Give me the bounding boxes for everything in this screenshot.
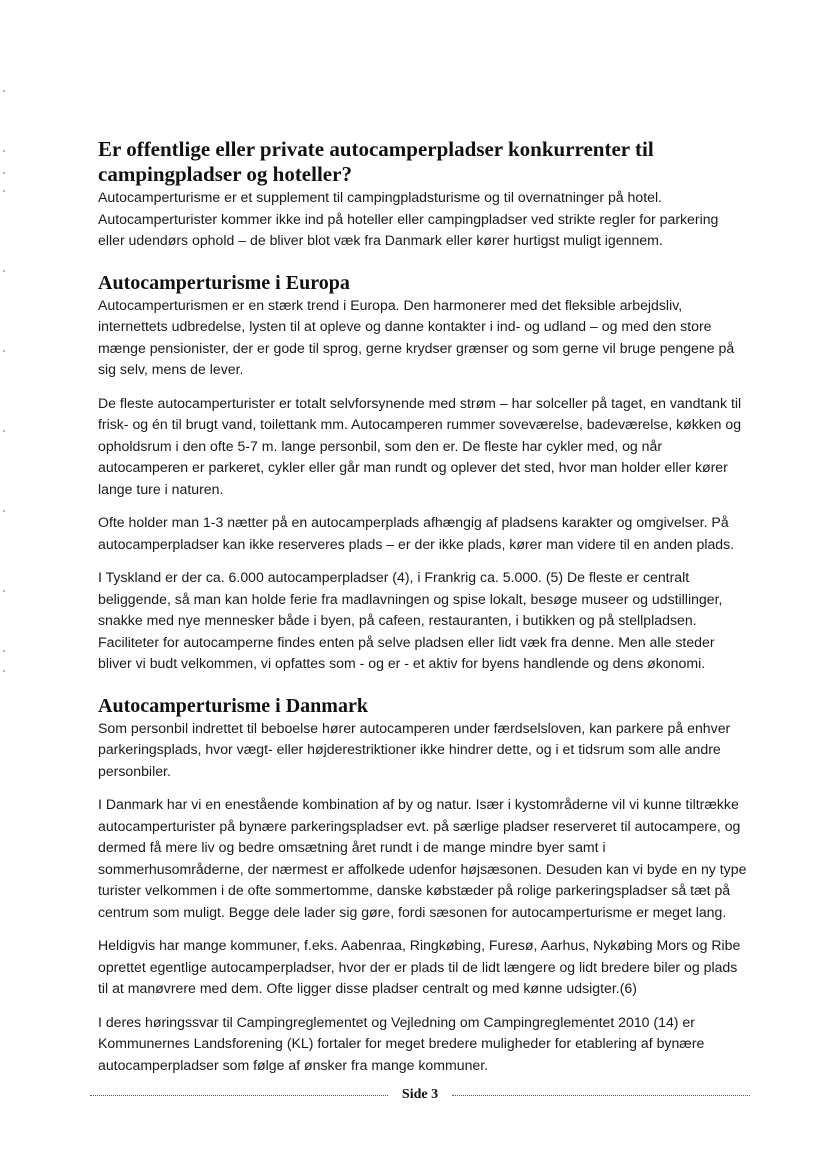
paragraph: Heldigvis har mange kommuner, f.eks. Aabenraa, Ringkøbing, Furesø, Aarhus, Nykøbing Mors og Ribe oprettet egentlige autocamperpladser, hvor der er plads til de lidt længere og lidt bredere biler og plads til at manøvrere med dem. Ofte ligger disse pladser centralt og med kønne udsigter.(6): [98, 937, 741, 996]
footer-dotted-rule: [452, 1095, 750, 1096]
margin-scan-marks: [3, 90, 7, 710]
footer-dotted-rule: [90, 1095, 388, 1096]
section-heading: Autocamperturisme i Danmark: [98, 694, 368, 717]
section-danmark: [98, 694, 748, 1077]
section-heading: Autocamperturisme i Europa: [98, 271, 350, 294]
page-number: Side 3: [401, 1087, 439, 1102]
paragraph: Autocamperturisme er et supplement til campingpladsturisme og til overnatninger på hotel. Autocamperturister kommer ikke ind på hoteller eller campingpladser ved strikte regler for parkering eller udendørs ophold – de bliver blot væk fra Danmark eller kører hurtigst muligt igennem.: [98, 189, 719, 248]
paragraph: I Tyskland er der ca. 6.000 autocamperpladser (4), i Frankrig ca. 5.000. (5) De fleste er centralt beliggende, så man kan holde ferie fra madlavningen og spise lokalt, besøge museer og udstillinger, snakke med nye mennesker både i byen, på cafeen, restauranten, i butikken og på stellpladsen. Faciliteter for autocamperne findes enten på selve pladsen eller lidt væk fra denne. Men alle steder bliver vi budt velkommen, vi opfattes som - og er - et aktiv for byens handlende og dens økonomi.: [98, 569, 723, 671]
paragraph: De fleste autocamperturister er totalt selvforsynende med strøm – har solceller på taget, en vandtank til frisk- og én til brugt vand, toilettank mm. Autocamperen rummer soveværelse, badeværelse, køkken og opholdsrum i den ofte 5-7 m. lange personbil, som den er. De fleste har cykler med, og når autocamperen er parkeret, cykler eller går man rundt og oplever det sted, hvor man holder eller kører lange ture i naturen.: [98, 394, 742, 497]
paragraph: Autocamperturismen er en stærk trend i Europa. Den harmonerer med det fleksible arbejdsliv, internettets udbredelse, lysten til at opleve og danne kontakter i ind- og udland – og med den store mænge pensionister, der er gode til sprog, gerne krydser grænser og som gerne vil bruge pengene på sig selv, mens de lever.: [98, 296, 735, 377]
section-europa: [98, 271, 748, 675]
paragraph: I Danmark har vi en enestående kombination af by og natur. Især i kystområderne vil vi kunne tiltrække autocamperturister på bynære parkeringspladser evt. på særlige pladser reserveret til autocampere, og dermed få mere liv og bedre omsætning året rundt i de mange mindre byer samt i sommerhusområderne, der nærmest er affolkede udenfor højsæsonen. Desuden kan vi byde en ny type turister velkommen i de ofte sommertomme, danske købstæder på rolige parkeringspladser så tæt på centrum som muligt. Begge dele lader sig gøre, fordi sæsonen for autocamperturisme er meget lang.: [98, 796, 747, 920]
document-body: [98, 137, 748, 1076]
paragraph: I deres høringssvar til Campingreglementet og Vejledning om Campingreglementet 2010 (14) er Kommunernes Landsforening (KL) fortaler for meget bredere muligheder for etablering af bynære autocamperpladser som følge af ønsker fra mange kommuner.: [98, 1013, 705, 1073]
section-offentlige-private: [98, 137, 748, 252]
paragraph: Ofte holder man 1-3 nætter på en autocamperplads afhængig af pladsens karakter og omgivelser. På autocamperpladser kan ikke reserveres plads – er der ikke plads, kører man videre til en anden plads.: [98, 514, 735, 552]
paragraph: Som personbil indrettet til beboelse hører autocamperen under færdselsloven, kan parkere på enhver parkeringsplads, hvor vægt- eller højderestriktioner ikke hindrer dette, og i et tidsrum som alle andre personbiler.: [98, 719, 731, 779]
page-footer: [90, 1086, 750, 1104]
section-heading: Er offentlige eller private autocamperpladser konkurrenter til campingpladser og hoteller?: [98, 137, 654, 186]
